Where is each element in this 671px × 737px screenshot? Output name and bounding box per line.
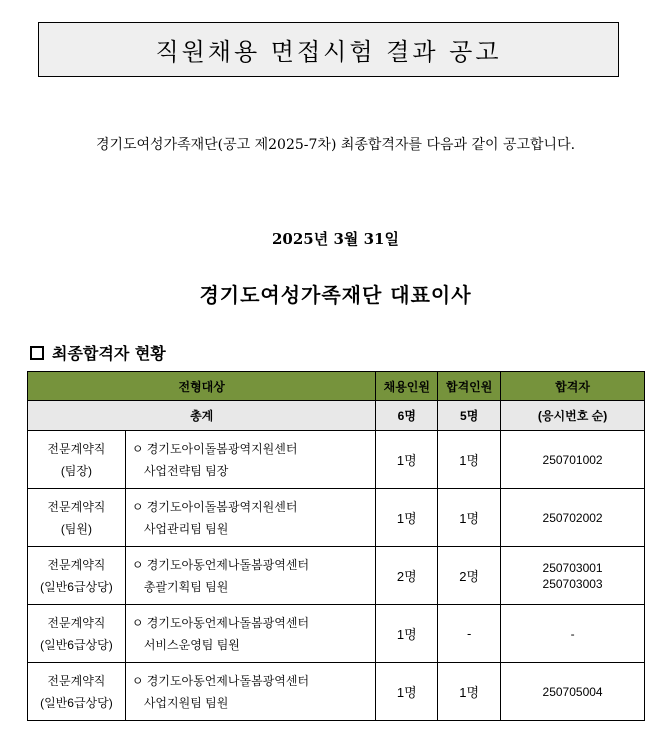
- hire-count: 2명: [376, 547, 438, 605]
- job-type: 전문계약직 (일반6급상당): [28, 605, 126, 663]
- results-table: [27, 371, 645, 721]
- total-row: [28, 401, 645, 431]
- table-row: [28, 489, 645, 547]
- job-description: ㅇ 경기도아이돌봄광역지원센터 사업관리팀 팀원: [125, 489, 376, 547]
- passer-ids: 250705004: [501, 663, 645, 721]
- hire-count: 1명: [376, 431, 438, 489]
- pass-count: 1명: [438, 663, 501, 721]
- total-pass: 5명: [438, 401, 501, 431]
- job-description: ㅇ 경기도아동언제나돌봄광역센터 서비스운영팀 팀원: [125, 605, 376, 663]
- job-description: ㅇ 경기도아동언제나돌봄광역센터 총괄기획팀 팀원: [125, 547, 376, 605]
- passer-ids: 250703001 250703003: [501, 547, 645, 605]
- header-hire-count: 채용인원: [376, 372, 438, 401]
- job-type: 전문계약직 (팀원): [28, 489, 126, 547]
- page-title: 직원채용 면접시험 결과 공고: [38, 22, 619, 77]
- passer-ids: -: [501, 605, 645, 663]
- job-description: ㅇ 경기도아동언제나돌봄광역센터 사업지원팀 팀원: [125, 663, 376, 721]
- pass-count: 2명: [438, 547, 501, 605]
- square-bullet-icon: [30, 346, 44, 360]
- table-row: [28, 605, 645, 663]
- table-row: [28, 547, 645, 605]
- total-note: (응시번호 순): [501, 401, 645, 431]
- total-hire: 6명: [376, 401, 438, 431]
- pass-count: 1명: [438, 431, 501, 489]
- table-row: [28, 431, 645, 489]
- job-description: ㅇ 경기도아이돌봄광역지원센터 사업전략팀 팀장: [125, 431, 376, 489]
- issuer-name: 경기도여성가족재단 대표이사: [199, 283, 472, 307]
- table-header-row: [28, 372, 645, 401]
- passer-ids: 250701002: [501, 431, 645, 489]
- job-type: 전문계약직 (일반6급상당): [28, 547, 126, 605]
- total-label: 총계: [28, 401, 376, 431]
- hire-count: 1명: [376, 663, 438, 721]
- hire-count: 1명: [376, 605, 438, 663]
- job-type: 전문계약직 (일반6급상당): [28, 663, 126, 721]
- table-row: [28, 663, 645, 721]
- header-pass-count: 합격인원: [438, 372, 501, 401]
- intro-text: 경기도여성가족재단(공고 제2025-7차) 최종합격자를 다음과 같이 공고합니다.: [95, 137, 576, 153]
- pass-count: 1명: [438, 489, 501, 547]
- announcement-date: 2025년 3월 31일: [272, 230, 399, 248]
- hire-count: 1명: [376, 489, 438, 547]
- header-passers: 합격자: [501, 372, 645, 401]
- section-title: 최종합격자 현황: [52, 344, 166, 363]
- section-heading: [30, 341, 166, 364]
- passer-ids: 250702002: [501, 489, 645, 547]
- pass-count: -: [438, 605, 501, 663]
- job-type: 전문계약직 (팀장): [28, 431, 126, 489]
- header-target: 전형대상: [28, 372, 376, 401]
